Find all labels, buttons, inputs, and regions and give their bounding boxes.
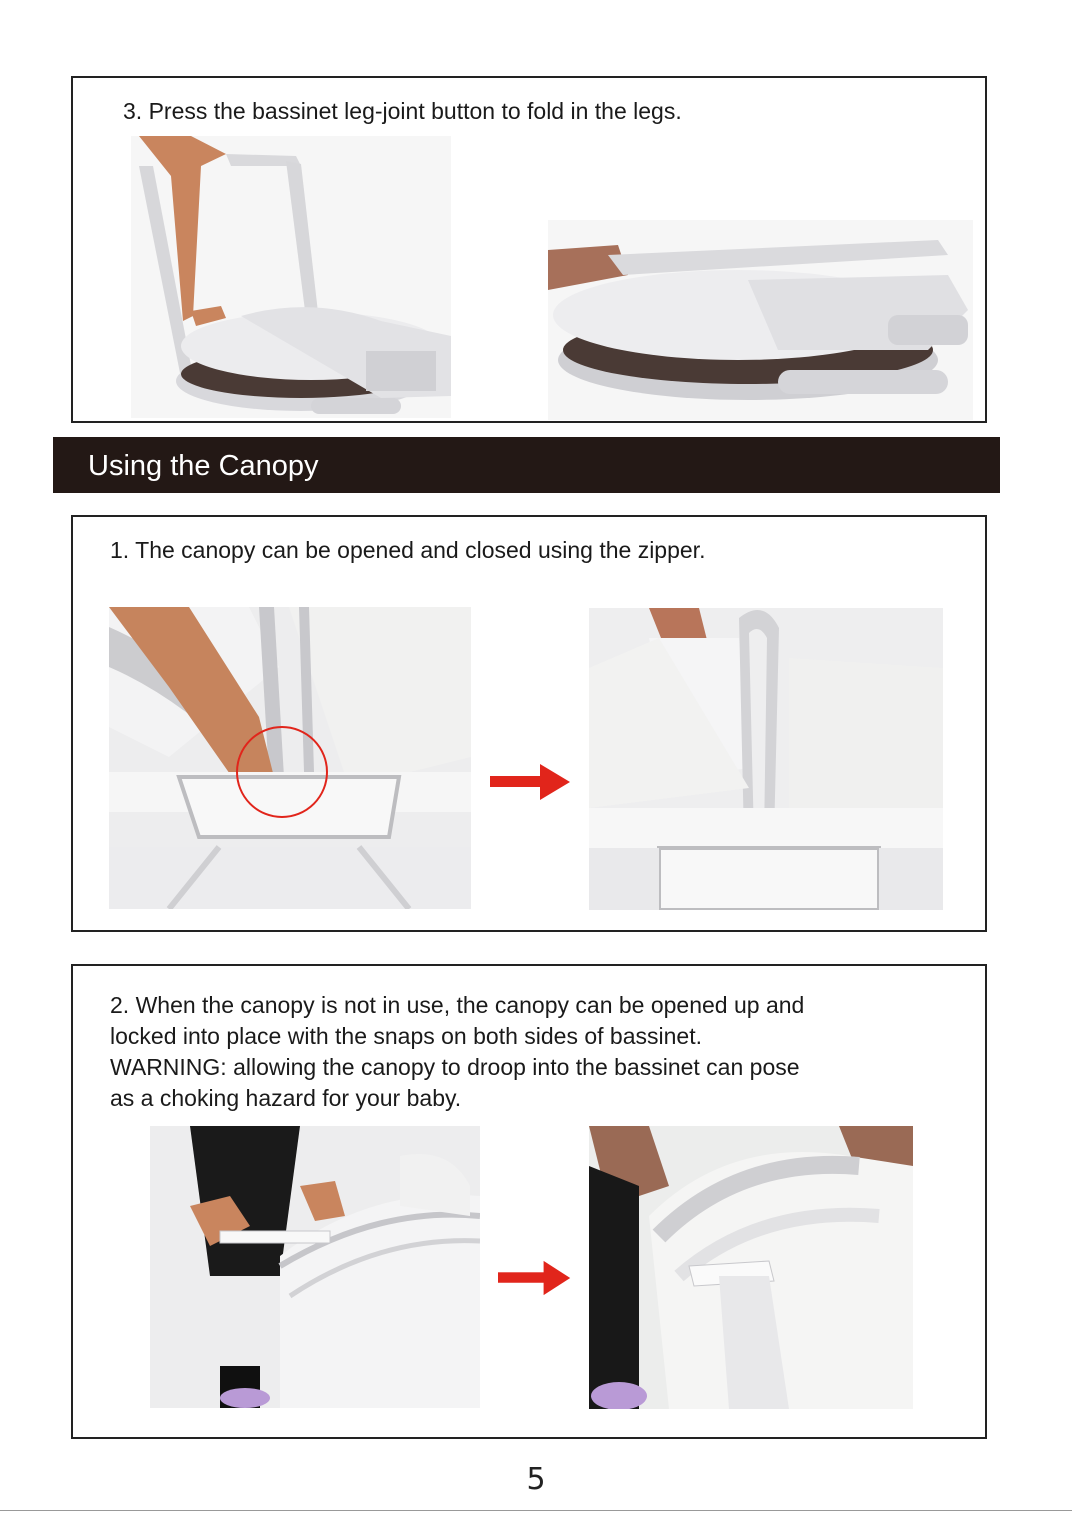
arrow-right-icon <box>490 762 570 802</box>
arrow-right-icon <box>498 1258 574 1298</box>
canopy-step2-warning-line: WARNING: allowing the canopy to droop into the bassinet can pose <box>110 1054 800 1080</box>
canopy-step2-text <box>110 990 804 1114</box>
bottom-divider <box>0 1510 1072 1511</box>
section-header-bar <box>53 437 1000 493</box>
canopy-fold-photo <box>150 1126 480 1408</box>
zipper-closed-photo <box>109 607 471 909</box>
canopy-step2-line: 2. When the canopy is not in use, the canopy can be opened up and <box>110 992 805 1018</box>
canopy-snap-photo <box>589 1126 913 1409</box>
section-title: Using the Canopy <box>88 450 319 482</box>
zipper-open-photo <box>589 608 943 910</box>
fold-legs-photo-2 <box>548 220 973 420</box>
fold-legs-photo-1 <box>131 136 451 418</box>
canopy-step2-line: as a choking hazard for your baby. <box>110 1085 462 1111</box>
canopy-step2-panel <box>71 964 987 1439</box>
canopy-step1-panel <box>71 515 987 932</box>
fold-step-text: 3. Press the bassinet leg-joint button to fold in the legs. <box>123 98 682 124</box>
fold-step-panel <box>71 76 987 423</box>
page-number: 5 <box>526 1462 546 1497</box>
canopy-step1-text: 1. The canopy can be opened and closed using the zipper. <box>110 537 706 563</box>
canopy-step2-line: locked into place with the snaps on both sides of bassinet. <box>110 1023 702 1049</box>
